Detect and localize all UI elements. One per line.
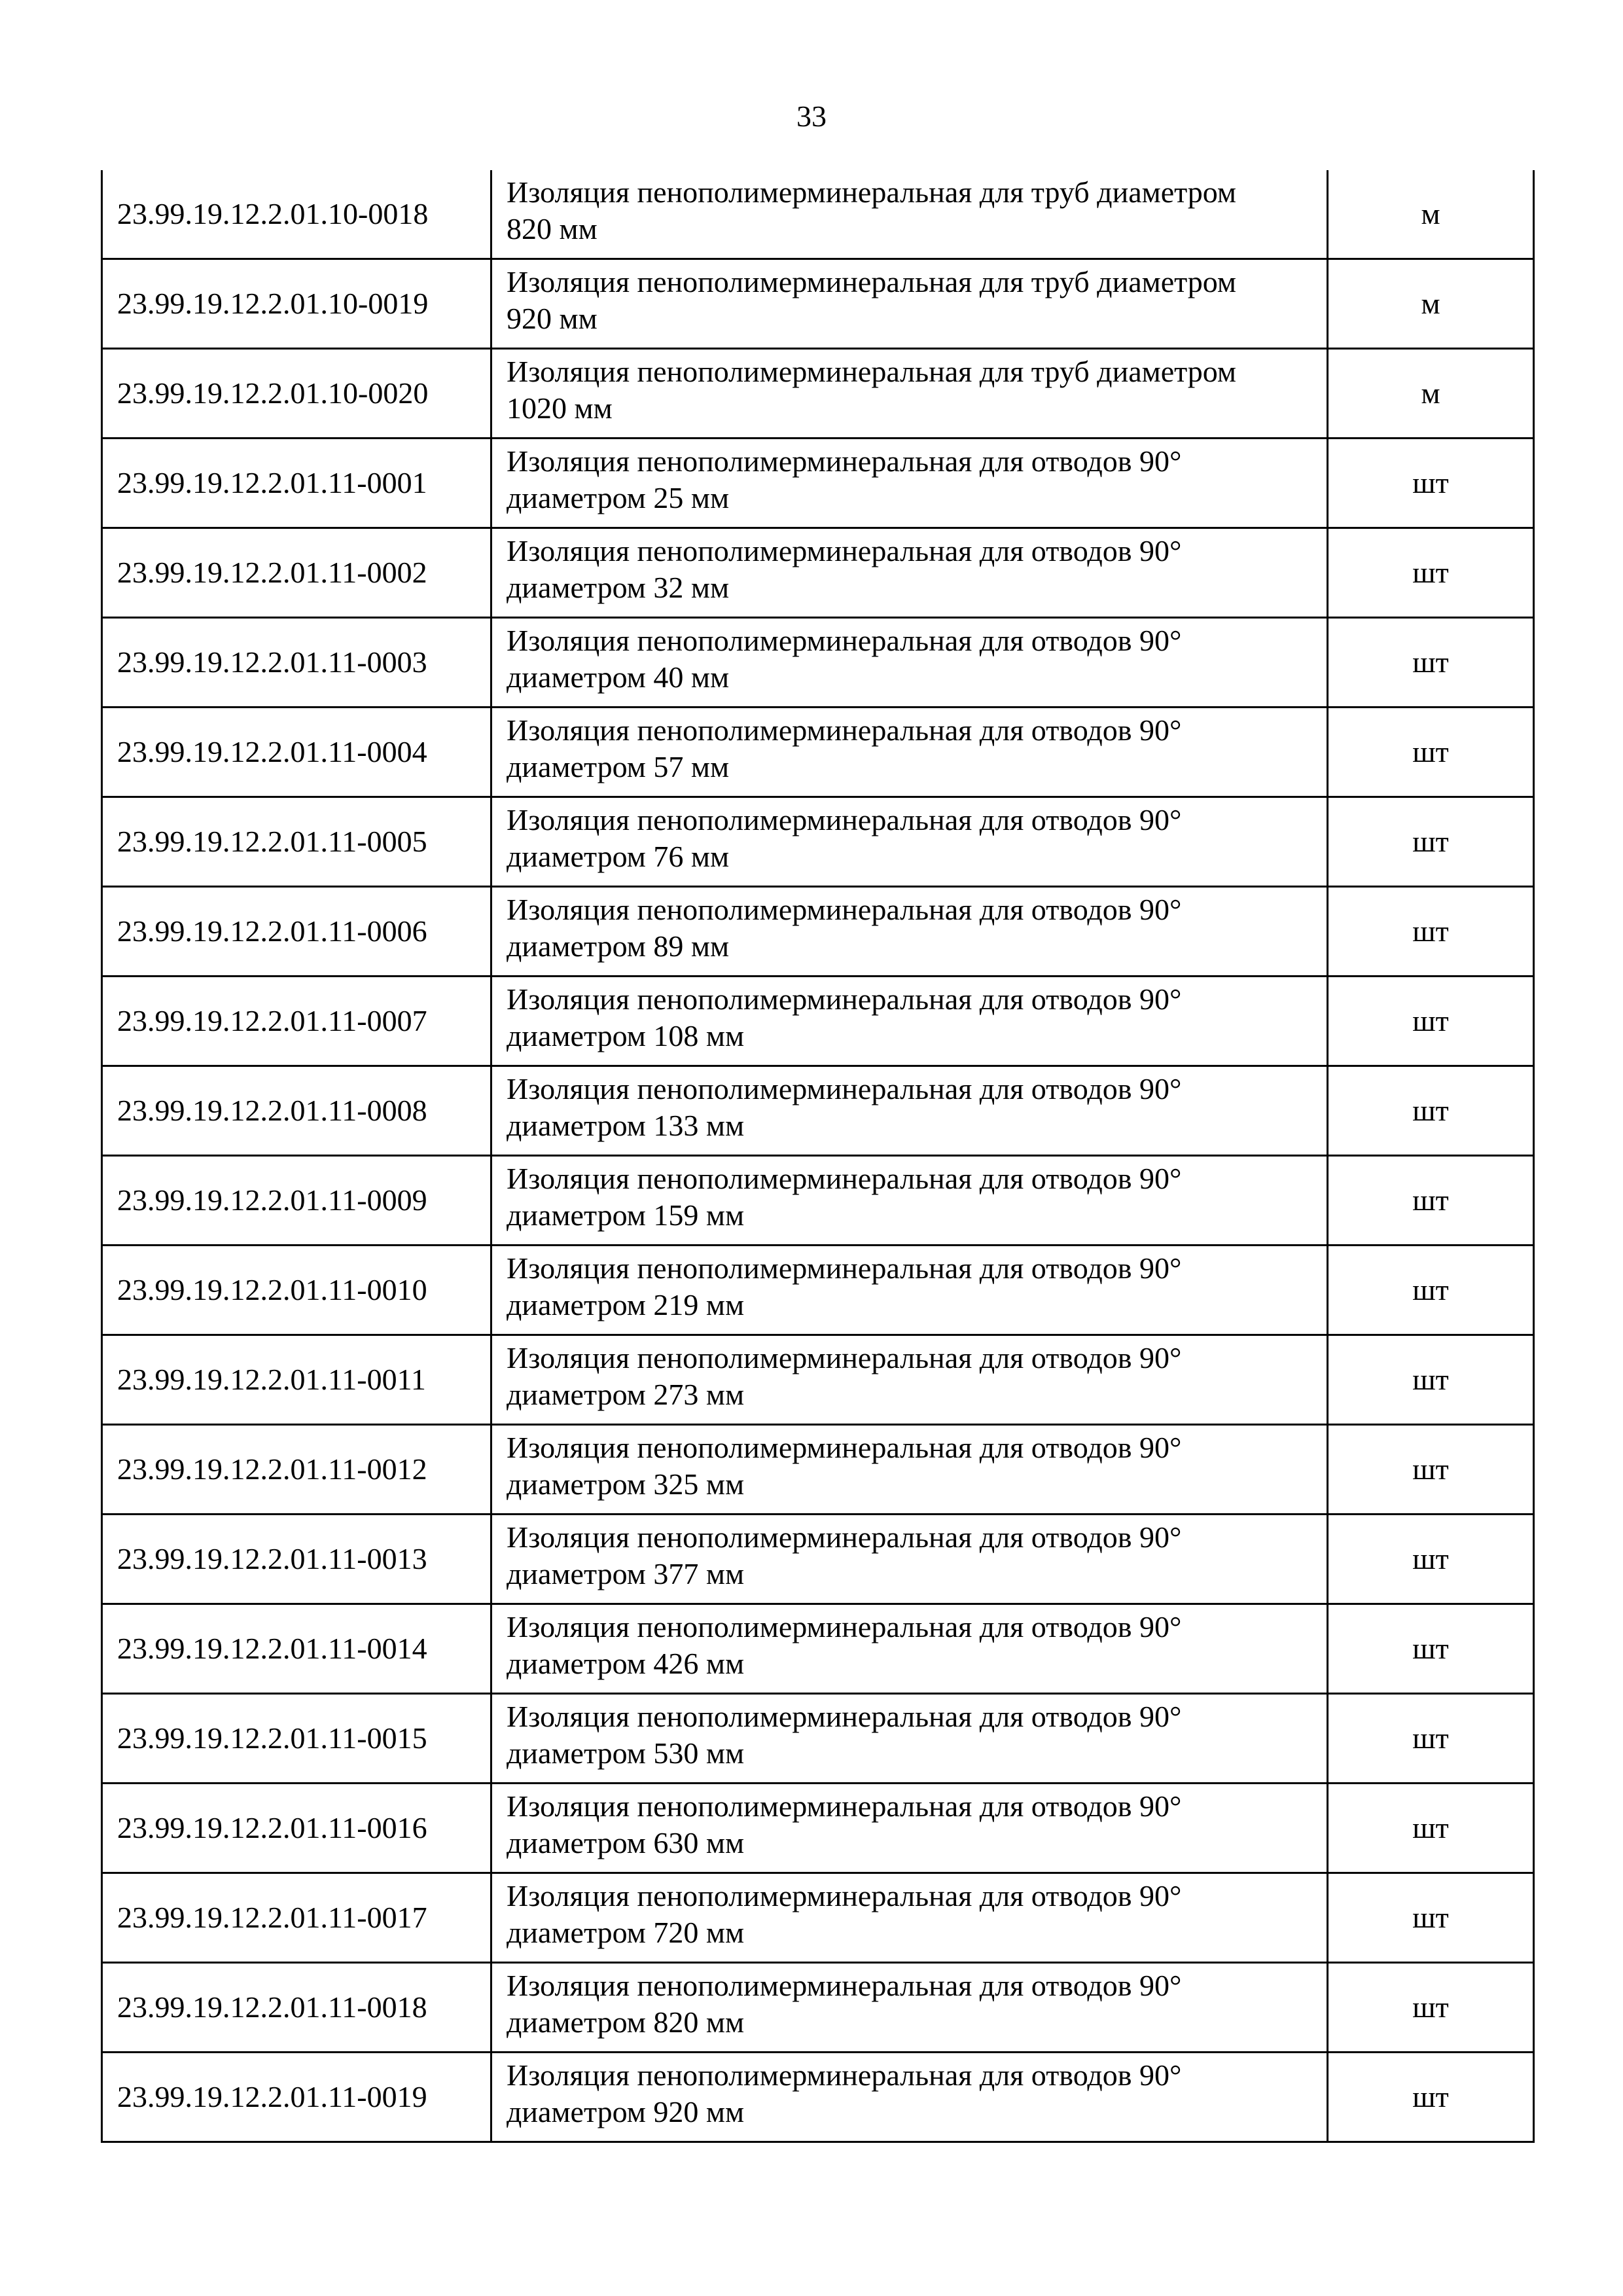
resource-name-line: Изоляция пенополимерминеральная для отводов 90° [507,1789,1182,1823]
resource-name-line: Изоляция пенополимерминеральная для отводов 90° [507,534,1182,567]
table-row [102,1425,1534,1515]
resource-unit: м [1328,349,1534,439]
table-row [102,1694,1534,1784]
resource-name-line: Изоляция пенополимерминеральная для отводов 90° [507,1072,1182,1105]
resource-unit: шт [1328,887,1534,977]
table-row [102,528,1534,618]
resource-name-line: диаметром 133 мм [507,1109,745,1142]
resource-unit: шт [1328,1515,1534,1604]
resource-code: 23.99.19.12.2.01.11-0007 [102,977,491,1066]
resource-unit: шт [1328,439,1534,528]
table-row [102,708,1534,797]
resource-name-line: диаметром 630 мм [507,1826,745,1859]
table-row [102,1873,1534,1963]
resource-table [101,170,1535,2143]
resource-name-line: диаметром 32 мм [507,571,730,604]
resource-name-line: диаметром 530 мм [507,1736,745,1770]
resource-name-line: Изоляция пенополимерминеральная для труб диаметром [507,355,1237,388]
resource-name [491,439,1328,528]
resource-code: 23.99.19.12.2.01.11-0015 [102,1694,491,1784]
resource-name-line: диаметром 325 мм [507,1467,745,1501]
resource-code: 23.99.19.12.2.01.10-0018 [102,170,491,259]
table-row [102,1156,1534,1246]
resource-unit: шт [1328,708,1534,797]
resource-name [491,1066,1328,1156]
resource-unit: м [1328,259,1534,349]
resource-code: 23.99.19.12.2.01.11-0018 [102,1963,491,2053]
resource-table-body [102,170,1534,2142]
resource-unit: м [1328,170,1534,259]
table-row [102,1963,1534,2053]
resource-name [491,1873,1328,1963]
resource-unit: шт [1328,797,1534,887]
resource-name-line: Изоляция пенополимерминеральная для отводов 90° [507,1431,1182,1464]
resource-name-line: Изоляция пенополимерминеральная для отводов 90° [507,982,1182,1016]
resource-unit: шт [1328,1066,1534,1156]
resource-name [491,1335,1328,1425]
resource-name [491,349,1328,439]
resource-unit: шт [1328,1784,1534,1873]
resource-name-line: Изоляция пенополимерминеральная для отводов 90° [507,713,1182,747]
resource-code: 23.99.19.12.2.01.11-0010 [102,1246,491,1335]
resource-name-line: Изоляция пенополимерминеральная для отводов 90° [507,1162,1182,1195]
resource-name [491,528,1328,618]
page-number: 33 [796,99,827,133]
resource-unit: шт [1328,528,1534,618]
resource-name-line: Изоляция пенополимерминеральная для отводов 90° [507,444,1182,478]
resource-code: 23.99.19.12.2.01.11-0017 [102,1873,491,1963]
resource-name-line: диаметром 377 мм [507,1557,745,1590]
resource-unit: шт [1328,1694,1534,1784]
resource-name-line: диаметром 219 мм [507,1288,745,1321]
resource-name [491,1604,1328,1694]
resource-name [491,708,1328,797]
resource-code: 23.99.19.12.2.01.11-0012 [102,1425,491,1515]
resource-name-line: Изоляция пенополимерминеральная для отводов 90° [507,624,1182,657]
resource-code: 23.99.19.12.2.01.11-0013 [102,1515,491,1604]
resource-code: 23.99.19.12.2.01.11-0003 [102,618,491,708]
resource-unit: шт [1328,1246,1534,1335]
resource-name-line: Изоляция пенополимерминеральная для труб диаметром [507,265,1237,298]
table-row [102,618,1534,708]
resource-name-line: диаметром 40 мм [507,660,730,694]
resource-name [491,2053,1328,2142]
resource-name [491,1425,1328,1515]
resource-code: 23.99.19.12.2.01.11-0001 [102,439,491,528]
resource-name-line: диаметром 920 мм [507,2095,745,2128]
resource-unit: шт [1328,1335,1534,1425]
resource-name-line: Изоляция пенополимерминеральная для отводов 90° [507,1700,1182,1733]
table-row [102,797,1534,887]
resource-name [491,977,1328,1066]
resource-unit: шт [1328,1604,1534,1694]
resource-name-line: Изоляция пенополимерминеральная для отводов 90° [507,1341,1182,1374]
resource-unit: шт [1328,1156,1534,1246]
resource-code: 23.99.19.12.2.01.11-0008 [102,1066,491,1156]
table-row [102,1335,1534,1425]
resource-name-line: диаметром 159 мм [507,1198,745,1232]
resource-name [491,1784,1328,1873]
resource-code: 23.99.19.12.2.01.11-0005 [102,797,491,887]
table-row [102,1515,1534,1604]
resource-code: 23.99.19.12.2.01.11-0016 [102,1784,491,1873]
resource-unit: шт [1328,1963,1534,2053]
table-row [102,977,1534,1066]
resource-name [491,1156,1328,1246]
resource-name [491,797,1328,887]
resource-name-line: Изоляция пенополимерминеральная для отводов 90° [507,2058,1182,2092]
resource-name-line: диаметром 720 мм [507,1916,745,1949]
resource-unit: шт [1328,2053,1534,2142]
resource-name-line: Изоляция пенополимерминеральная для отводов 90° [507,1610,1182,1643]
resource-name [491,1963,1328,2053]
resource-unit: шт [1328,1425,1534,1515]
resource-unit: шт [1328,977,1534,1066]
resource-code: 23.99.19.12.2.01.10-0019 [102,259,491,349]
resource-code: 23.99.19.12.2.01.10-0020 [102,349,491,439]
resource-code: 23.99.19.12.2.01.11-0004 [102,708,491,797]
resource-name-line: диаметром 57 мм [507,750,730,783]
resource-code: 23.99.19.12.2.01.11-0002 [102,528,491,618]
resource-unit: шт [1328,618,1534,708]
resource-name [491,170,1328,259]
resource-name-line: Изоляция пенополимерминеральная для отводов 90° [507,1879,1182,1912]
resource-name [491,887,1328,977]
table-row [102,1784,1534,1873]
resource-name-line: диаметром 426 мм [507,1647,745,1680]
resource-code: 23.99.19.12.2.01.11-0019 [102,2053,491,2142]
table-row [102,259,1534,349]
resource-code: 23.99.19.12.2.01.11-0006 [102,887,491,977]
table-row [102,887,1534,977]
resource-name [491,259,1328,349]
resource-name [491,1246,1328,1335]
resource-code: 23.99.19.12.2.01.11-0011 [102,1335,491,1425]
resource-name-line: диаметром 820 мм [507,2005,745,2039]
table-row [102,1066,1534,1156]
resource-name-line: диаметром 76 мм [507,840,730,873]
table-row [102,2053,1534,2142]
resource-name-line: диаметром 25 мм [507,481,730,514]
resource-name-line: Изоляция пенополимерминеральная для отводов 90° [507,1969,1182,2002]
resource-name [491,618,1328,708]
resource-name-line: диаметром 273 мм [507,1378,745,1411]
resource-name [491,1694,1328,1784]
table-row [102,1604,1534,1694]
resource-name-line: 920 мм [507,302,597,335]
table-row [102,170,1534,259]
table-row [102,349,1534,439]
resource-unit: шт [1328,1873,1534,1963]
resource-name-line: Изоляция пенополимерминеральная для отводов 90° [507,1520,1182,1554]
resource-name-line: диаметром 89 мм [507,929,730,963]
resource-name-line: Изоляция пенополимерминеральная для отводов 90° [507,893,1182,926]
resource-name-line: Изоляция пенополимерминеральная для отводов 90° [507,1251,1182,1285]
resource-name-line: 820 мм [507,212,597,245]
resource-name [491,1515,1328,1604]
resource-name-line: Изоляция пенополимерминеральная для труб диаметром [507,175,1237,209]
resource-code: 23.99.19.12.2.01.11-0014 [102,1604,491,1694]
resource-code: 23.99.19.12.2.01.11-0009 [102,1156,491,1246]
table-row [102,1246,1534,1335]
table-row [102,439,1534,528]
resource-name-line: Изоляция пенополимерминеральная для отводов 90° [507,803,1182,836]
resource-name-line: диаметром 108 мм [507,1019,745,1052]
resource-name-line: 1020 мм [507,391,613,425]
